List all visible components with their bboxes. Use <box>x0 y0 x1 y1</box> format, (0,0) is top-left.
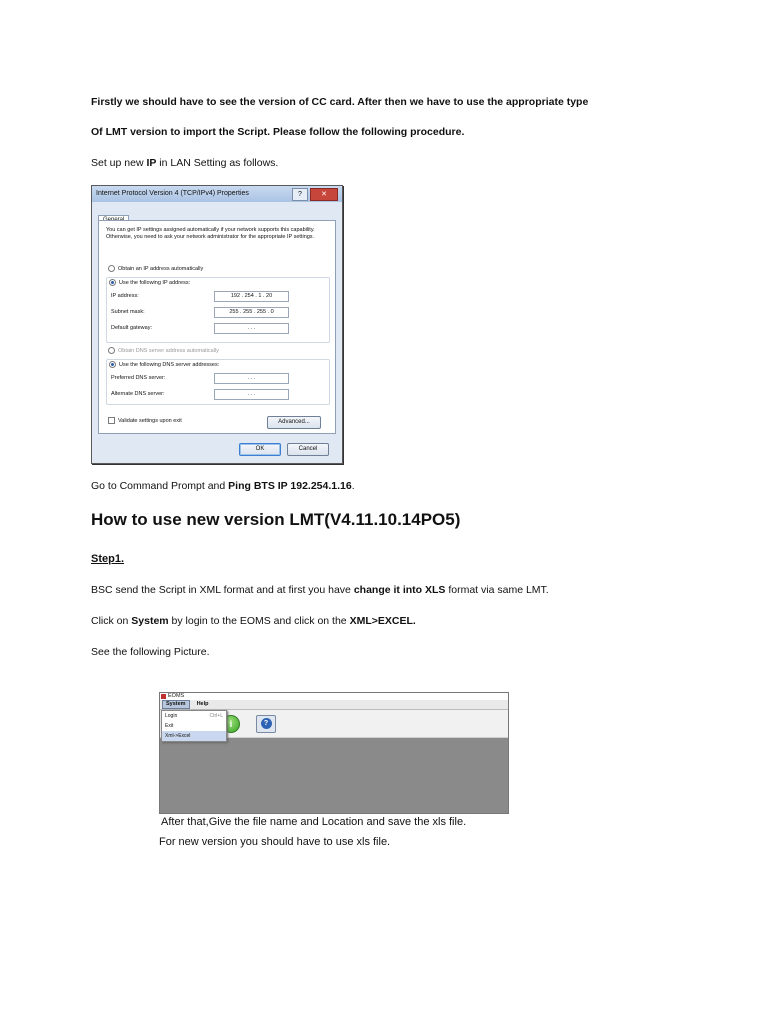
eoms-menu-bar <box>160 700 508 710</box>
ok-button[interactable]: OK <box>239 443 281 456</box>
general-panel <box>98 220 336 434</box>
caption-use-xls: For new version you should have to use xls file. <box>159 836 391 848</box>
eoms-logo-icon <box>161 694 166 699</box>
lan-setting-text: Set up new IP in LAN Setting as follows. <box>91 157 279 169</box>
help-icon: ? <box>261 718 272 729</box>
dialog-title: Internet Protocol Version 4 (TCP/IPv4) Properties <box>96 190 249 197</box>
menu-item-login[interactable]: Login Ctrl+L <box>165 713 223 719</box>
dns-group <box>106 359 330 405</box>
obtain-ip-auto-option[interactable]: Obtain an IP address automatically <box>108 265 203 272</box>
info-icon[interactable]: i <box>222 715 240 733</box>
subnet-mask-field[interactable]: 255 . 255 . 255 . 0 <box>214 307 289 318</box>
caption-save-file: After that,Give the file name and Location and save the xls file. <box>161 816 467 828</box>
dialog-title-bar <box>92 186 342 202</box>
radio-selected-icon[interactable] <box>109 361 116 368</box>
preferred-dns-field[interactable]: . . . <box>214 373 289 384</box>
ip-address-label: IP address: <box>111 293 139 299</box>
close-button[interactable]: ✕ <box>310 188 338 201</box>
alternate-dns-label: Alternate DNS server: <box>111 391 165 397</box>
bsc-instruction: BSC send the Script in XML format and at first you have change it into XLS format via same LMT. <box>91 584 549 596</box>
intro-line-2: Of LMT version to import the Script. Please follow the following procedure. <box>91 126 465 138</box>
ping-instruction: Go to Command Prompt and Ping BTS IP 192.254.1.16. <box>91 480 355 492</box>
advanced-button[interactable]: Advanced... <box>267 416 321 429</box>
checkbox-icon[interactable] <box>108 417 115 424</box>
step1-label: Step1. <box>91 553 125 565</box>
default-gateway-field[interactable]: . . . <box>214 323 289 334</box>
menu-item-xml-excel[interactable]: Xml->Excel <box>162 731 226 741</box>
ip-address-group <box>106 277 330 343</box>
radio-icon[interactable] <box>108 265 115 272</box>
cancel-button[interactable]: Cancel <box>287 443 329 456</box>
validate-settings-checkbox[interactable]: Validate settings upon exit <box>108 417 182 424</box>
radio-selected-icon[interactable] <box>109 279 116 286</box>
use-following-dns-option[interactable]: Use the following DNS server addresses: <box>109 361 219 368</box>
use-following-ip-option[interactable]: Use the following IP address: <box>109 279 190 286</box>
help-toolbar-button[interactable] <box>256 715 276 733</box>
obtain-dns-auto-option[interactable]: Obtain DNS server address automatically <box>108 347 219 354</box>
preferred-dns-label: Preferred DNS server: <box>111 375 166 381</box>
subnet-mask-label: Subnet mask: <box>111 309 145 315</box>
ip-address-field[interactable]: 192 . 254 . 1 . 20 <box>214 291 289 302</box>
default-gateway-label: Default gateway: <box>111 325 152 331</box>
menu-system[interactable]: System <box>162 700 190 709</box>
menu-help[interactable]: Help <box>196 701 209 707</box>
section-heading: How to use new version LMT(V4.11.10.14PO5) <box>91 510 461 529</box>
eoms-window <box>159 692 509 814</box>
click-system-instruction: Click on System by login to the EOMS and click on the XML>EXCEL. <box>91 615 416 627</box>
intro-line-1: Firstly we should have to see the version of CC card. After then we have to use the appropriate type <box>91 96 589 108</box>
dialog-description: You can get IP settings assigned automatically if your network supports this capability. Otherwise, you need to ask your network administrator for the appropriate IP settings. <box>106 227 315 240</box>
help-button[interactable]: ? <box>292 188 308 201</box>
system-dropdown-menu <box>161 710 227 742</box>
tcpip-properties-dialog <box>91 185 343 464</box>
radio-icon[interactable] <box>108 347 115 354</box>
see-picture-text: See the following Picture. <box>91 646 210 658</box>
alternate-dns-field[interactable]: . . . <box>214 389 289 400</box>
menu-item-exit[interactable]: Exit <box>165 723 174 729</box>
eoms-title-bar: EOMS <box>160 693 508 700</box>
